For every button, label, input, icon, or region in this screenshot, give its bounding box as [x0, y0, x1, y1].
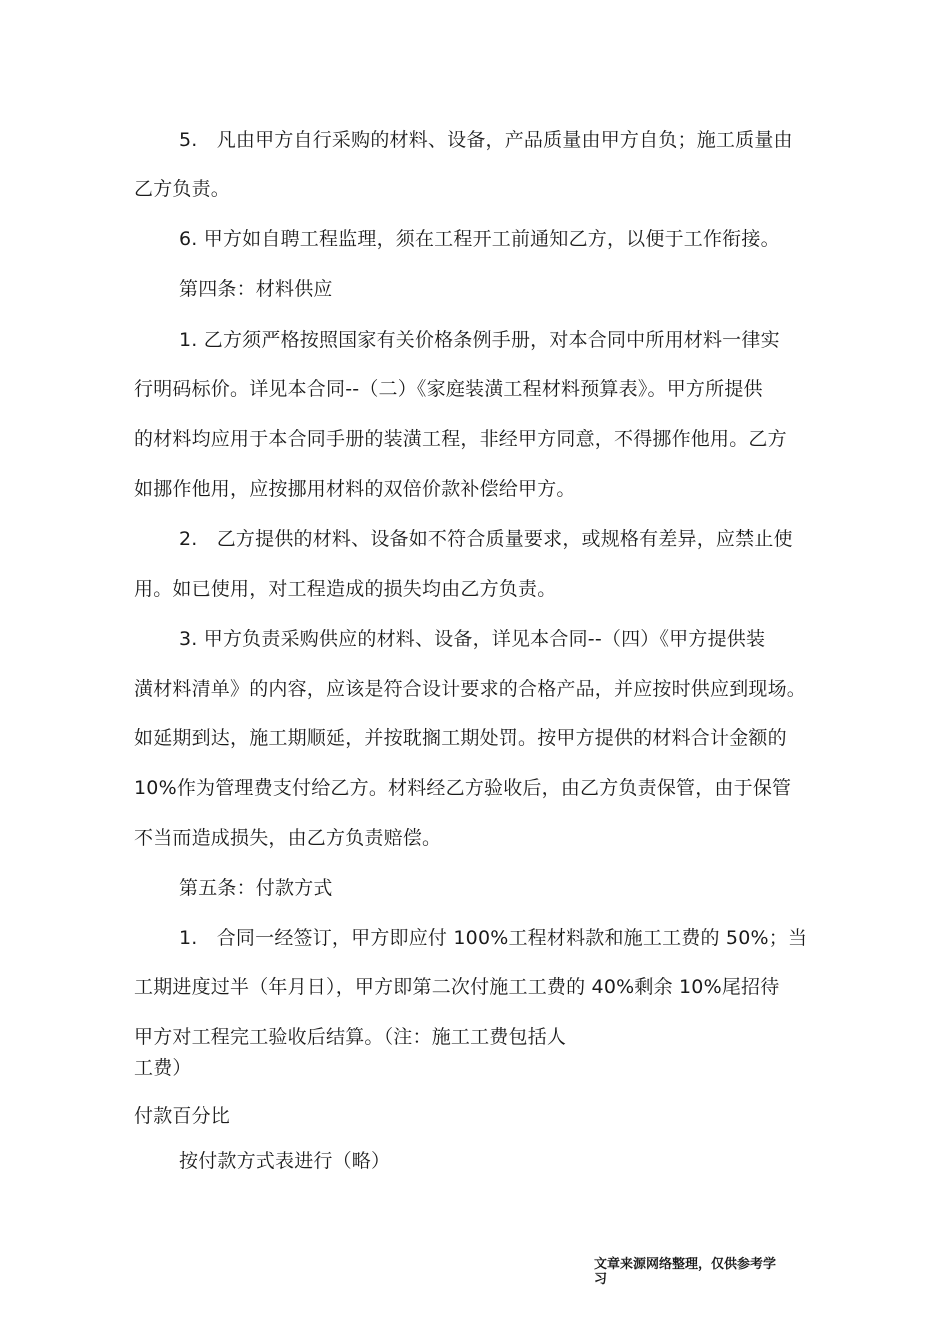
text-line: 3. 甲方负责采购供应的材料、设备，详见本合同--（四）《甲方提供装: [179, 628, 766, 650]
footer-note-line2: 习: [594, 1272, 608, 1287]
text-line: 2. 乙方提供的材料、设备如不符合质量要求，或规格有差异，应禁止使: [179, 528, 793, 550]
text-line: 行明码标价。详见本合同--（二）《家庭装潢工程材料预算表》。甲方所提供: [134, 378, 763, 400]
text-line: 如延期到达，施工期顺延，并按耽搁工期处罚。按甲方提供的材料合计金额的: [134, 727, 787, 749]
text-line: 不当而造成损失，由乙方负责赔偿。: [134, 827, 442, 849]
text-line: 用。如已使用，对工程造成的损失均由乙方负责。: [134, 578, 557, 600]
text-line: 5. 凡由甲方自行采购的材料、设备，产品质量由甲方自负；施工质量由: [179, 129, 793, 151]
section-heading: 第四条：材料供应: [179, 278, 333, 300]
text-line: 如挪作他用，应按挪用材料的双倍价款补偿给甲方。: [134, 478, 576, 500]
footer-note-line1: 文章来源网络整理，仅供参考学: [594, 1257, 777, 1272]
text-line: 的材料均应用于本合同手册的装潢工程，非经甲方同意，不得挪作他用。乙方: [134, 428, 787, 450]
text-line: 乙方负责。: [134, 178, 231, 200]
text-line: 按付款方式表进行（略）: [179, 1150, 391, 1172]
text-line: 1. 合同一经签订，甲方即应付 100%工程材料款和施工工费的 50%；当: [179, 927, 808, 949]
text-line: 潢材料清单》的内容，应该是符合设计要求的合格产品，并应按时供应到现场。: [134, 678, 807, 700]
text-line: 6. 甲方如自聘工程监理，须在工程开工前通知乙方，以便于工作衔接。: [179, 228, 780, 250]
text-line: 甲方对工程完工验收后结算。（注：施工工费包括人: [134, 1026, 567, 1048]
text-line: 付款百分比: [134, 1105, 231, 1127]
text-line: 10%作为管理费支付给乙方。材料经乙方验收后，由乙方负责保管，由于保管: [134, 777, 792, 799]
text-line: 工期进度过半（年月日），甲方即第二次付施工工费的 40%剩余 10%尾招待: [134, 976, 780, 998]
text-line: 工费）: [134, 1057, 192, 1079]
text-line: 1. 乙方须严格按照国家有关价格条例手册，对本合同中所用材料一律实: [179, 329, 780, 351]
section-heading: 第五条：付款方式: [179, 877, 333, 899]
